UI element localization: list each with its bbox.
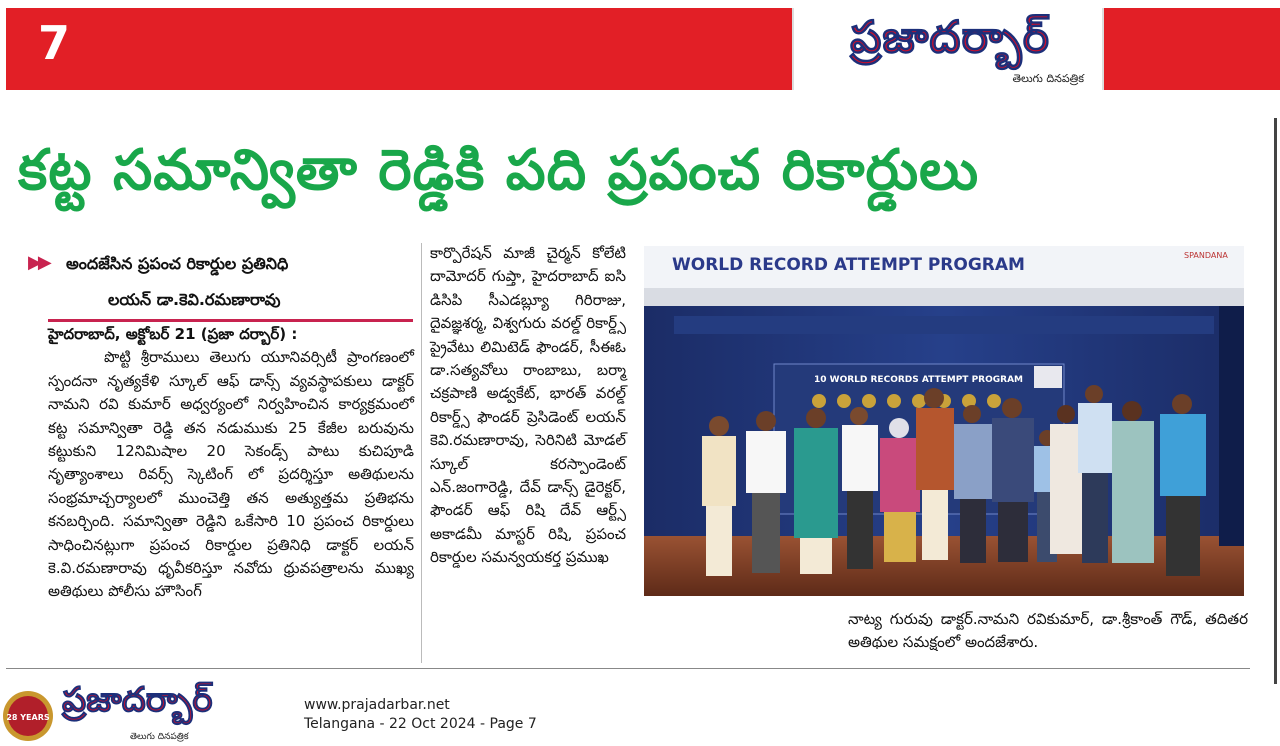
right-divider	[1274, 118, 1277, 684]
footer-edition-info: Telangana - 22 Oct 2024 - Page 7	[304, 716, 537, 732]
anniversary-badge	[2, 690, 54, 742]
masthead-tagline: తెలుగు దినపత్రిక	[1012, 72, 1084, 85]
article-column-1	[48, 323, 414, 604]
article-column-3	[848, 608, 1248, 655]
article-text-2: కార్పొరేషన్ మాజీ చైర్మన్ కోలేటి దామోదర్ గుప్తా, హైదరాబాద్ ఐసి డిసిపి సీఎడబ్ల్యూ గిరిరాజు, దైవజ్ఞశర్మ, విశ్వగురు వరల్డ్ రికార్డ్స్ ప్రైవేటు లిమిటెడ్ ఫౌండర్, సీఈఓ డా.సత్యవోలు రాంబాబు, బర్మా చక్రపాణి అడ్వకేట్, భారత్ వరల్డ్ రికార్డ్స్ ఫౌండర్ ప్రెసిడెంట్ లయన్ కెవి.రమణారావు, సెరినిటి మోడల్ స్కూల్ కరస్పాండెంట్ ఎన్.జంగారెడ్డి, దేవ్ డాన్స్ డైరెక్టర్, ఫౌండర్ ఆఫ్ రిషి దేవ్ ఆర్ట్స్ అకాడమీ మాస్టర్ రిషి, ప్రపంచ రికార్డుల సమన్వయకర్త ప్రముఖ	[430, 244, 626, 567]
footer-tagline: తెలుగు దినపత్రిక	[130, 732, 189, 742]
article-column-2	[430, 242, 626, 570]
deck-rule	[48, 319, 413, 322]
badge-text: 28 YEARS	[6, 713, 50, 722]
article-text-3: నాట్య గురువు డాక్టర్.నామని రవికుమార్, డా.శ్రీకాంత్ గౌడ్, తదితర అతిథుల సమక్షంలో అందజేశారు.	[848, 610, 1248, 652]
column-divider	[421, 243, 422, 663]
photo-banner-text: WORLD RECORD ATTEMPT PROGRAM	[672, 255, 1025, 275]
deck-line-1: అందజేసిన ప్రపంచ రికార్డుల ప్రతినిధి	[66, 254, 289, 273]
masthead-logo: ప్రజాదర్బార్	[850, 12, 1050, 63]
article-text-1: పొట్టి శ్రీరాములు తెలుగు యూనివర్సిటీ ప్రాంగణంలో స్పందనా నృత్యకేళి స్కూల్ ఆఫ్ డాన్స్ వ్యవస్థాపకులు డాక్టర్ నామని రవి కుమార్ అధ్వర్యంలో నిర్వహించిన కార్యక్రమంలో కట్ట సమాన్వితా రెడ్డి తన నడుముకు 25 కేజీల బరువును కట్టుకుని 12నిమిషాల 20 సెకండ్స్ పాటు కుచిపూడి నృత్యాంశాలు రివర్స్ స్కెటింగ్ లో ప్రదర్శిస్తూ అతిథులను సంభ్రమాచ్చర్యాలలో ముంచెత్తి తన అత్యుత్తమ ప్రతిభను కనబర్చింది. సమాన్వితా రెడ్డిని ఒకేసారి 10 ప్రపంచ రికార్డులు సాధించినట్లుగా ప్రపంచ రికార్డుల ప్రతినిధి డాక్టర్ లయన్ కె.వి.రమణారావు ధృవీకరిస్తూ నవోదు ధ్రువపత్రాలను ముఖ్య అతిథులు పోలీసు హౌసింగ్	[48, 348, 414, 601]
dateline: హైదరాబాద్, అక్టోబర్ 21 (ప్రజా దర్బార్) :	[48, 325, 298, 343]
photo-screen-text: 10 WORLD RECORDS ATTEMPT PROGRAM	[814, 375, 1023, 385]
page-number: 7	[38, 16, 71, 70]
deck-line-2: లయన్ డా.కెవి.రమణారావు	[108, 290, 281, 309]
headline: కట్ట సమాన్వితా రెడ్డికి పది ప్రపంచ రికార్డులు	[18, 138, 980, 203]
event-photo	[644, 246, 1244, 596]
bottom-divider	[6, 668, 1250, 669]
masthead-box	[792, 8, 1104, 90]
double-arrow-icon: ▶▶	[28, 252, 48, 273]
photo-corner-logo: SPANDANA	[1184, 251, 1228, 260]
footer-url[interactable]: www.prajadarbar.net	[304, 697, 450, 713]
footer-masthead: ప్రజాదర్బార్	[62, 680, 213, 720]
